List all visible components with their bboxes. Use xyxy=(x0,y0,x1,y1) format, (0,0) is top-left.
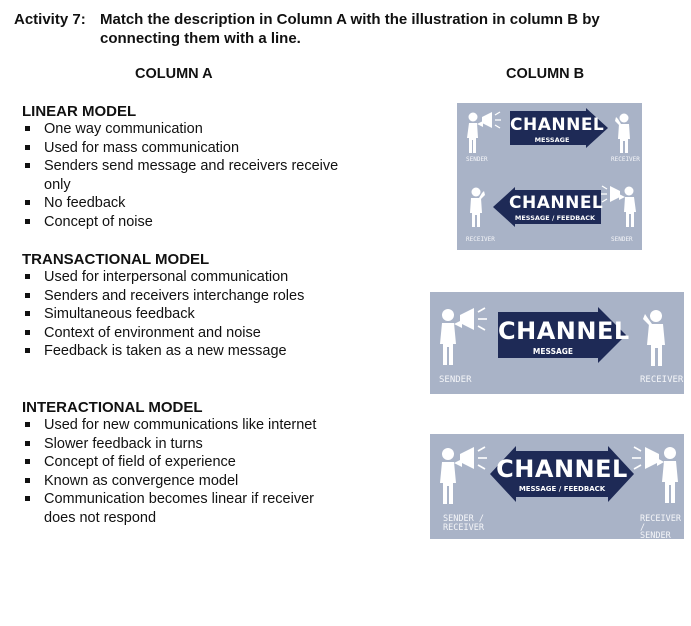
list-item: Senders and receivers interchange roles xyxy=(22,287,362,306)
list-item: Used for mass communication xyxy=(22,139,352,158)
list-item: Simultaneous feedback xyxy=(22,305,362,324)
sender-label: SENDER xyxy=(466,156,488,163)
linear-model-list xyxy=(22,120,352,231)
channel-sub-label: MESSAGE / FEEDBACK xyxy=(518,485,606,493)
activity-instruction: Match the description in Column A with the illustration in column B by connecting them with a line. xyxy=(100,11,600,47)
channel-arrow-left xyxy=(493,187,604,227)
list-item: One way communication xyxy=(22,120,352,139)
receiver-label: RECEIVER xyxy=(466,236,495,243)
person-with-megaphone-icon xyxy=(465,107,511,155)
interactional-model-list xyxy=(22,416,322,527)
list-item: Known as convergence model xyxy=(22,472,322,491)
list-item: Senders send message and receivers receive only xyxy=(22,157,352,194)
channel-label: CHANNEL xyxy=(496,455,628,483)
activity-label: Activity 7: xyxy=(14,11,86,28)
receiver-label: RECEIVER xyxy=(640,375,684,385)
two-way-illustration xyxy=(430,434,684,539)
label-line: RECEIVER / xyxy=(640,514,681,533)
channel-sub-label: MESSAGE xyxy=(532,347,574,356)
channel-double-arrow xyxy=(490,446,634,502)
person-with-megaphone-icon xyxy=(438,302,498,368)
label-line: RECEIVER xyxy=(443,522,484,533)
person-listening-icon xyxy=(636,304,676,368)
list-item: Context of environment and noise xyxy=(22,324,362,343)
channel-sub-label: MESSAGE / FEEDBACK xyxy=(514,214,596,222)
list-item: Used for interpersonal communication xyxy=(22,268,362,287)
person-with-megaphone-icon xyxy=(593,179,639,229)
list-item: Slower feedback in turns xyxy=(22,435,322,454)
channel-label: CHANNEL xyxy=(510,115,605,135)
list-item: Concept of field of experience xyxy=(22,453,322,472)
list-item: Communication becomes linear if receiver does not respond xyxy=(22,490,322,527)
one-way-illustration xyxy=(430,292,684,394)
channel-label: CHANNEL xyxy=(509,193,604,213)
list-item: Used for new communications like internet xyxy=(22,416,322,435)
list-item: Concept of noise xyxy=(22,213,352,232)
transactional-model-list xyxy=(22,268,362,361)
linear-model-section xyxy=(22,103,352,231)
column-b-heading: COLUMN B xyxy=(506,66,585,82)
person-with-megaphone-icon xyxy=(438,441,498,507)
interactional-model-section xyxy=(22,399,322,527)
sender-label: SENDER xyxy=(611,236,633,243)
transactional-model-section xyxy=(22,251,362,361)
channel-arrow-right xyxy=(498,307,630,363)
linear-model-title: LINEAR MODEL xyxy=(22,103,137,120)
list-item: Feedback is taken as a new message xyxy=(22,342,362,361)
interactional-model-title: INTERACTIONAL MODEL xyxy=(22,399,203,416)
linear-model-illustration xyxy=(457,103,642,250)
label-line: SENDER / xyxy=(443,514,484,524)
channel-arrow-right xyxy=(510,108,608,148)
person-with-megaphone-icon xyxy=(626,439,682,507)
sender-label: SENDER xyxy=(439,375,472,385)
label-line: SENDER xyxy=(640,531,671,541)
person-listening-icon xyxy=(611,109,637,155)
channel-label: CHANNEL xyxy=(498,317,630,345)
sender-receiver-label xyxy=(443,515,484,532)
receiver-label: RECEIVER xyxy=(611,156,640,163)
transactional-model-title: TRANSACTIONAL MODEL xyxy=(22,251,210,268)
list-item: No feedback xyxy=(22,194,352,213)
person-listening-icon xyxy=(463,183,491,229)
column-a-heading: COLUMN A xyxy=(135,66,213,82)
receiver-sender-label xyxy=(640,515,684,541)
channel-sub-label: MESSAGE xyxy=(534,136,570,144)
